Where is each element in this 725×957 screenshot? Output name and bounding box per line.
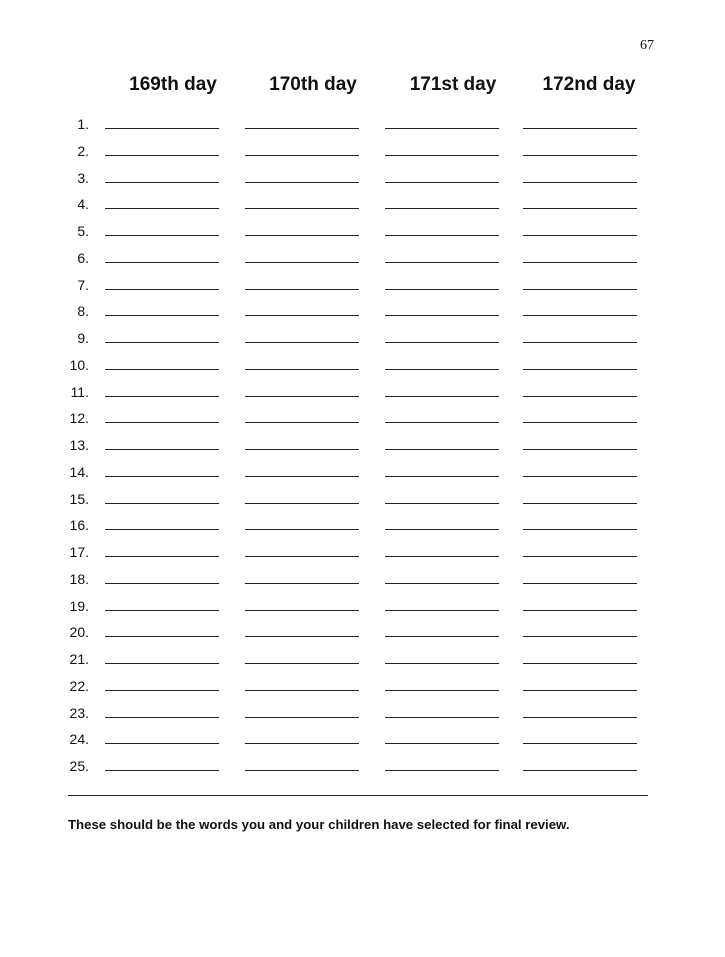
- answer-blank-line: [245, 155, 359, 156]
- answer-blank-line: [385, 449, 499, 450]
- answer-blank-line: [385, 369, 499, 370]
- answer-blank-line: [245, 529, 359, 530]
- answer-blank-line: [105, 556, 219, 557]
- answer-blank-line: [523, 235, 637, 236]
- word-row: [0, 648, 725, 675]
- word-row: [0, 434, 725, 461]
- answer-blank-line: [523, 663, 637, 664]
- word-row: [0, 595, 725, 622]
- answer-blank-line: [523, 743, 637, 744]
- answer-blank-line: [523, 529, 637, 530]
- answer-blank-line: [245, 182, 359, 183]
- answer-blank-line: [523, 396, 637, 397]
- answer-blank-line: [385, 208, 499, 209]
- answer-blank-line: [523, 476, 637, 477]
- answer-blank-line: [105, 396, 219, 397]
- answer-blank-line: [385, 583, 499, 584]
- row-number: 21.: [69, 651, 89, 667]
- answer-blank-line: [385, 503, 499, 504]
- word-row: [0, 702, 725, 729]
- answer-blank-line: [385, 422, 499, 423]
- answer-blank-line: [385, 770, 499, 771]
- answer-blank-line: [105, 182, 219, 183]
- answer-blank-line: [385, 743, 499, 744]
- row-number: 24.: [69, 731, 89, 748]
- answer-blank-line: [105, 690, 219, 691]
- answer-blank-line: [523, 449, 637, 450]
- word-row: [0, 541, 725, 568]
- footer-divider: [68, 795, 648, 796]
- answer-blank-line: [385, 690, 499, 691]
- column-header-170th-day: 170th day: [269, 74, 357, 95]
- answer-blank-line: [523, 503, 637, 504]
- answer-blank-line: [245, 503, 359, 504]
- answer-blank-line: [523, 556, 637, 557]
- answer-blank-line: [385, 476, 499, 477]
- answer-blank-line: [105, 315, 219, 316]
- answer-blank-line: [105, 422, 219, 423]
- answer-blank-line: [245, 663, 359, 664]
- answer-blank-line: [105, 155, 219, 156]
- row-number: 19.: [69, 597, 89, 614]
- answer-blank-line: [523, 128, 637, 129]
- word-row: [0, 327, 725, 354]
- word-row: [0, 167, 725, 194]
- word-row: [0, 568, 725, 595]
- answer-blank-line: [385, 182, 499, 183]
- answer-blank-line: [523, 770, 637, 771]
- answer-blank-line: [523, 583, 637, 584]
- answer-blank-line: [385, 342, 499, 343]
- answer-blank-line: [105, 235, 219, 236]
- row-number: 22.: [69, 677, 89, 694]
- row-number: 12.: [69, 410, 89, 427]
- answer-blank-line: [385, 315, 499, 316]
- answer-blank-line: [105, 636, 219, 637]
- page-number: 67: [640, 38, 654, 53]
- row-number: 17.: [69, 544, 89, 560]
- answer-blank-line: [385, 262, 499, 263]
- answer-blank-line: [245, 449, 359, 450]
- word-row: [0, 220, 725, 247]
- row-number: 13.: [69, 437, 89, 453]
- answer-blank-line: [105, 342, 219, 343]
- answer-blank-line: [245, 262, 359, 263]
- answer-blank-line: [523, 717, 637, 718]
- answer-blank-line: [385, 155, 499, 156]
- answer-blank-line: [523, 155, 637, 156]
- answer-blank-line: [105, 289, 219, 290]
- answer-blank-line: [105, 476, 219, 477]
- answer-blank-line: [105, 262, 219, 263]
- answer-blank-line: [245, 636, 359, 637]
- answer-blank-line: [105, 369, 219, 370]
- answer-blank-line: [245, 208, 359, 209]
- row-number: 20.: [69, 624, 89, 641]
- row-number: 5.: [77, 223, 89, 239]
- row-number: 2.: [77, 142, 89, 159]
- answer-blank-line: [523, 690, 637, 691]
- answer-blank-line: [245, 128, 359, 129]
- word-row: [0, 755, 725, 782]
- row-number: 8.: [77, 303, 89, 320]
- column-header-169th-day: 169th day: [129, 74, 217, 95]
- answer-blank-line: [385, 717, 499, 718]
- answer-blank-line: [245, 690, 359, 691]
- answer-blank-line: [245, 717, 359, 718]
- answer-blank-line: [245, 396, 359, 397]
- row-number: 11.: [70, 383, 89, 400]
- answer-blank-line: [385, 289, 499, 290]
- word-row: [0, 514, 725, 541]
- row-number: 16.: [69, 517, 89, 534]
- answer-blank-line: [105, 610, 219, 611]
- answer-blank-line: [105, 770, 219, 771]
- answer-blank-line: [245, 315, 359, 316]
- answer-blank-line: [385, 235, 499, 236]
- answer-blank-line: [245, 476, 359, 477]
- answer-blank-line: [105, 663, 219, 664]
- answer-blank-line: [523, 208, 637, 209]
- row-number: 23.: [69, 704, 89, 721]
- answer-blank-line: [523, 342, 637, 343]
- column-header-172nd-day: 172nd day: [542, 74, 636, 95]
- row-number: 15.: [69, 490, 89, 507]
- answer-blank-line: [523, 636, 637, 637]
- answer-blank-line: [385, 663, 499, 664]
- word-row: [0, 381, 725, 408]
- answer-blank-line: [523, 289, 637, 290]
- word-row: [0, 300, 725, 327]
- word-row: [0, 247, 725, 274]
- answer-blank-line: [105, 208, 219, 209]
- answer-blank-line: [523, 369, 637, 370]
- answer-blank-line: [385, 610, 499, 611]
- answer-blank-line: [105, 503, 219, 504]
- word-row: [0, 728, 725, 755]
- answer-blank-line: [523, 182, 637, 183]
- answer-blank-line: [245, 610, 359, 611]
- word-row: [0, 354, 725, 381]
- answer-blank-line: [385, 396, 499, 397]
- footer-note: These should be the words you and your children have selected for final review.: [68, 817, 570, 832]
- answer-blank-line: [105, 743, 219, 744]
- answer-blank-line: [245, 583, 359, 584]
- answer-blank-line: [245, 235, 359, 236]
- row-number: 18.: [69, 570, 89, 587]
- row-number: 9.: [77, 330, 89, 346]
- word-row: [0, 113, 725, 140]
- row-number: 4.: [77, 196, 89, 213]
- answer-blank-line: [523, 262, 637, 263]
- answer-blank-line: [105, 529, 219, 530]
- answer-blank-line: [105, 128, 219, 129]
- answer-blank-line: [105, 449, 219, 450]
- row-number: 14.: [69, 463, 89, 480]
- answer-blank-line: [385, 128, 499, 129]
- word-row: [0, 407, 725, 434]
- answer-blank-line: [105, 717, 219, 718]
- word-row: [0, 621, 725, 648]
- answer-blank-line: [385, 529, 499, 530]
- answer-blank-line: [105, 583, 219, 584]
- word-row: [0, 461, 725, 488]
- answer-blank-line: [385, 556, 499, 557]
- answer-blank-line: [245, 422, 359, 423]
- row-number: 25.: [69, 758, 89, 774]
- word-row: [0, 193, 725, 220]
- answer-blank-line: [385, 636, 499, 637]
- answer-blank-line: [245, 743, 359, 744]
- word-row: [0, 140, 725, 167]
- answer-blank-line: [245, 369, 359, 370]
- answer-blank-line: [523, 610, 637, 611]
- answer-blank-line: [523, 315, 637, 316]
- row-number: 3.: [77, 169, 89, 186]
- answer-blank-line: [523, 422, 637, 423]
- column-header-171st-day: 171st day: [409, 74, 497, 95]
- word-list-rows: [0, 113, 725, 782]
- word-row: [0, 488, 725, 515]
- answer-blank-line: [245, 289, 359, 290]
- answer-blank-line: [245, 556, 359, 557]
- answer-blank-line: [245, 770, 359, 771]
- row-number: 1.: [77, 116, 89, 132]
- answer-blank-line: [245, 342, 359, 343]
- column-headers: [0, 74, 725, 98]
- word-row: [0, 274, 725, 301]
- word-row: [0, 675, 725, 702]
- row-number: 7.: [77, 276, 89, 293]
- row-number: 10.: [69, 356, 89, 373]
- row-number: 6.: [77, 249, 89, 266]
